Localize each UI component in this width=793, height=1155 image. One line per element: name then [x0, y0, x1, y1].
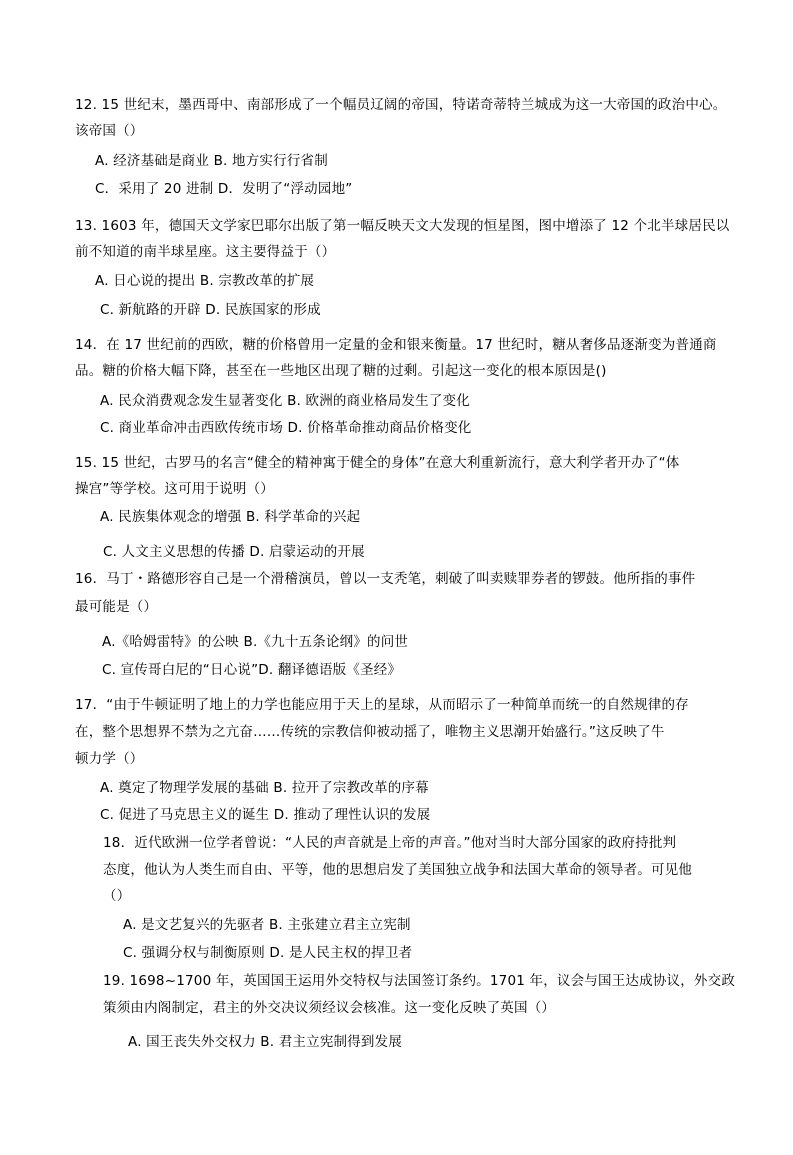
question-15-options-line-1: A. 民族集体观念的增强 B. 科学革命的兴起 [100, 509, 361, 525]
question-15-stem-line-1: 15. 15 世纪，古罗马的名言“健全的精神寓于健全的身体”在意大利重新流行，意大利学者开办了“体 [75, 455, 680, 471]
question-15-stem-line-2: 操宫”等学校。这可用于说明（） [75, 481, 274, 497]
question-16-options-line-2: C. 宣传哥白尼的“日心说”D. 翻译德语版《圣经》 [102, 662, 402, 678]
question-14-stem-line-2: 品。糖的价格大幅下降，甚至在一些地区出现了糖的过剩。引起这一变化的根本原因是() [75, 363, 607, 379]
question-15-options-line-2: C. 人文主义思想的传播 D. 启蒙运动的开展 [103, 544, 365, 560]
question-17-stem-line-2: 在，整个思想界不禁为之亢奋……传统的宗教信仰被动摇了，唯物主义思潮开始盛行。”这反映了牛 [75, 724, 665, 740]
question-18-stem-line-2: 态度，他认为人类生而自由、平等，他的思想启发了美国独立战争和法国大革命的领导者。可见他 [103, 862, 693, 878]
question-16-stem-line-1: 16．马丁・路德形容自己是一个滑稽演员，曾以一支秃笔，刺破了叫卖赎罪券者的锣鼓。他所指的事件 [75, 571, 696, 587]
question-16-stem-line-2: 最可能是（） [75, 599, 158, 615]
question-19-stem-line-2: 策须由内阁制定，君主的外交决议须经议会核准。这一变化反映了英国（） [103, 1000, 556, 1016]
question-13-stem-line-1: 13. 1603 年，德国天文学家巴耶尔出版了第一幅反映天文大发现的恒星图，图中增添了 12 个北半球居民以 [75, 218, 730, 234]
question-18-options-line-2: C. 强调分权与制衡原则 D. 是人民主权的捍卫者 [123, 945, 413, 961]
question-13-options-line-1: A. 日心说的提出 B. 宗教改革的扩展 [95, 273, 315, 289]
question-13-options-line-2: C. 新航路的开辟 D. 民族国家的形成 [100, 302, 321, 318]
question-18-options-line-1: A. 是文艺复兴的先驱者 B. 主张建立君主立宪制 [123, 917, 411, 933]
question-18-stem-line-1: 18．近代欧洲一位学者曾说：“人民的声音就是上帝的声音。”他对当时大部分国家的政府持批判 [103, 835, 677, 851]
question-16-options-line-1: A.《哈姆雷特》的公映 B.《九十五条论纲》的问世 [102, 634, 409, 650]
question-17-stem-line-3: 顿力学（） [75, 751, 144, 767]
question-12-stem-line-2: 该帝国（） [75, 123, 144, 139]
question-14-stem-line-1: 14．在 17 世纪前的西欧，糖的价格曾用一定量的金和银来衡量。17 世纪时，糖从奢侈品逐渐变为普通商 [75, 337, 717, 353]
question-14-options-line-2: C. 商业革命冲击西欧传统市场 D. 价格革命推动商品价格变化 [100, 420, 472, 436]
question-19-stem-line-1: 19. 1698~1700 年，英国国王运用外交特权与法国签订条约。1701 年，议会与国王达成协议，外交政 [103, 973, 736, 989]
question-17-options-line-2: C. 促进了马克思主义的诞生 D. 推动了理性认识的发展 [100, 807, 431, 823]
question-14-options-line-1: A. 民众消费观念发生显著变化 B. 欧洲的商业格局发生了变化 [100, 393, 470, 409]
question-13-stem-line-2: 前不知道的南半球星座。这主要得益于（） [75, 244, 336, 260]
question-17-options-line-1: A. 奠定了物理学发展的基础 B. 拉开了宗教改革的序幕 [100, 780, 429, 796]
question-12-stem-line-1: 12. 15 世纪末，墨西哥中、南部形成了一个幅员辽阔的帝国，特诺奇蒂特兰城成为这一大帝国的政治中心。 [75, 97, 727, 113]
question-18-stem-line-3: （） [103, 888, 131, 904]
question-17-stem-line-1: 17．“由于牛顿证明了地上的力学也能应用于天上的星球，从而昭示了一种简单而统一的自然规律的存 [75, 697, 689, 713]
question-19-options-line-1: A. 国王丧失外交权力 B. 君主立宪制得到发展 [128, 1034, 403, 1050]
question-12-options-line-2: C．采用了 20 进制 D．发明了“浮动园地” [95, 181, 353, 197]
question-12-options-line-1: A. 经济基础是商业 B. 地方实行行省制 [95, 153, 328, 169]
